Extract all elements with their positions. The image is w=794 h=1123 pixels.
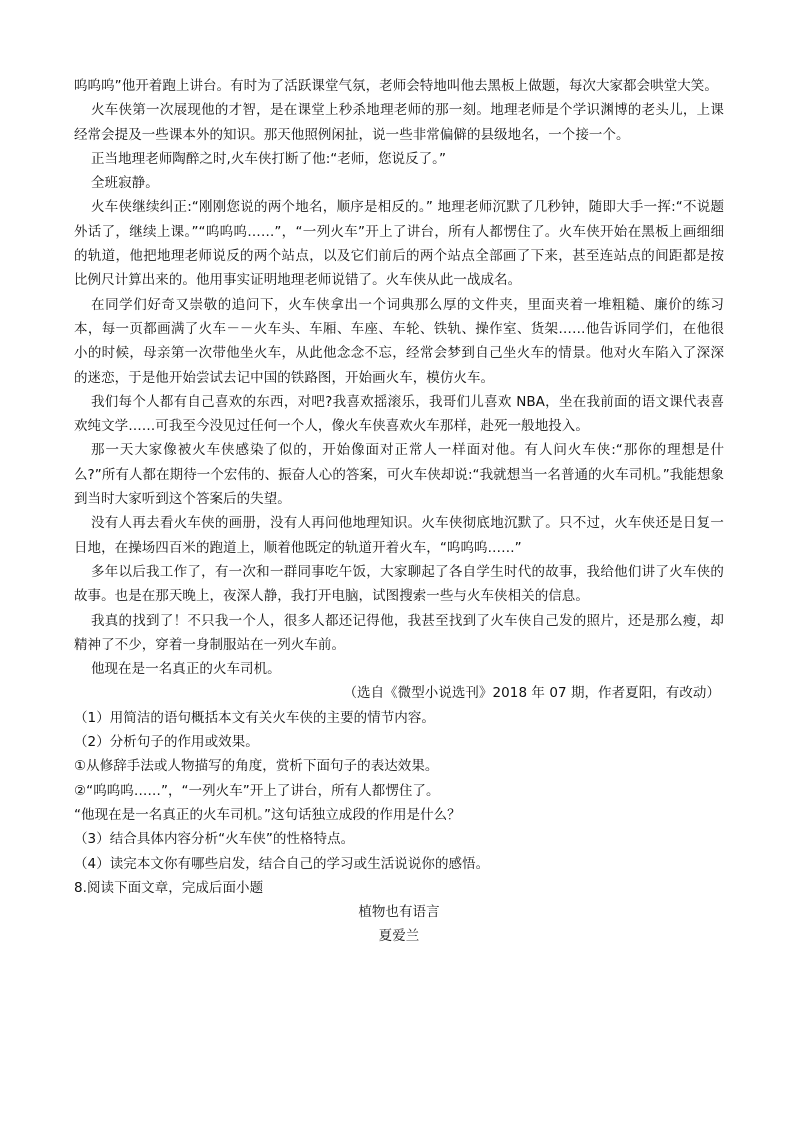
question-2: （2）分析句子的作用或效果。 — [74, 734, 259, 751]
question-2-sub-1: ①从修辞手法或人物描写的角度，赏析下面句子的表达效果。 — [74, 758, 439, 775]
paragraph-1: 呜呜呜”他开着跑上讲台。有时为了活跃课堂气氛，老师会特地叫他去黑板上做题，每次大家都会哄堂大笑。 — [74, 78, 718, 94]
paragraph-2: 火车侠第一次展现他的才智，是在课堂上秒杀地理老师的那一刻。地理老师是个学识渊博的老头儿，上课经常会提及一些课本外的知识。那天他照例闲扯，说一些非常偏僻的县级地名，一个接一个。 — [74, 102, 724, 143]
paragraph-9: 没有人再去看火车侠的画册，没有人再问他地理知识。火车侠彻底地沉默了。只不过，火车侠还是日复一日地，在操场四百米的跑道上，顺着他既定的轨道开着火车，“呜呜呜……” — [74, 515, 724, 556]
next-section-title: 植物也有语言 — [358, 904, 440, 921]
article-source: （选自《微型小说选刊》2018 年 07 期，作者夏阳，有改动） — [343, 685, 720, 702]
question-1: （1）用简洁的语句概括本文有关火车侠的主要的情节内容。 — [74, 709, 435, 726]
question-2-sub-2: ②“呜呜呜……”，“一列火车”开上了讲台，所有人都愣住了。 — [74, 782, 440, 799]
paragraph-6: 在同学们好奇又崇敬的追问下，火车侠拿出一个词典那么厚的文件夹，里面夹着一堆粗糙、廉价的练习本，每一页都画满了火车－－火车头、车厢、车座、车轮、铁轨、操作室、货架……他告诉同学们，在他很小的时候，母亲第一次带他坐火车，从此他念念不忘，经常会梦到自己坐火车的情景。他对火车陷入了深深的迷恋，于是他开始尝试去记中国的铁路图，开始画火车，模仿火车。 — [74, 296, 724, 386]
next-section-author: 夏爱兰 — [378, 928, 420, 945]
paragraph-3: 正当地理老师陶醉之时,火车侠打断了他:“老师，您说反了。” — [91, 150, 447, 167]
paragraph-5: 火车侠继续纠正:“刚刚您说的两个地名，顺序是相反的。” 地理老师沉默了几秒钟，随即大手一挥:“不说题外话了，继续上课。”“呜呜呜……”，“一列火车”开上了讲台，所有人都愣住了。火车侠开始在黑板上画细细的轨道，他把地理老师说反的两个站点，以及它们前后的两个站点全部画了下来，甚至连站点的间距都是按比例尺计算出来的。他用事实证明地理老师说错了。火车侠从此一战成名。 — [74, 199, 724, 289]
document-content — [74, 74, 724, 949]
next-section-instruction: 8.阅读下面文章，完成后面小题 — [74, 879, 264, 896]
paragraph-12: 他现在是一名真正的火车司机。 — [91, 661, 281, 678]
question-3: （3）结合具体内容分析“火车侠”的性格特点。 — [74, 831, 355, 848]
paragraph-4: 全班寂静。 — [91, 175, 159, 192]
paragraph-8: 那一天大家像被火车侠感染了似的，开始像面对正常人一样面对他。有人问火车侠:“那你的理想是什么?”所有人都在期待一个宏伟的、振奋人心的答案，可火车侠却说:“我就想当一名普通的火车司机。”我能想象到当时大家听到这个答案后的失望。 — [74, 442, 724, 508]
paragraph-10: 多年以后我工作了，有一次和一群同事吃午饭，大家聊起了各自学生时代的故事，我给他们讲了火车侠的故事。也是在那天晚上，夜深人静，我打开电脑，试图搜索一些与火车侠相关的信息。 — [74, 563, 724, 605]
paragraph-11: 我真的找到了！不只我一个人，很多人都还记得他，我甚至找到了火车侠自己发的照片，还是那么瘦，却精神了不少，穿着一身制服站在一列火车前。 — [74, 612, 724, 653]
question-4: （4）读完本文你有哪些启发，结合自己的学习或生活说说你的感悟。 — [74, 855, 490, 872]
paragraph-7: 我们每个人都有自己喜欢的东西，对吧?我喜欢摇滚乐，我哥们儿喜欢 NBA，坐在我前面的语文课代表喜欢纯文学……可我至今没见过任何一个人，像火车侠喜欢火车那样，赴死一般地投入。 — [74, 393, 724, 435]
question-2-sub-3: “他现在是一名真正的火车司机。”这句话独立成段的作用是什么？ — [74, 806, 461, 823]
